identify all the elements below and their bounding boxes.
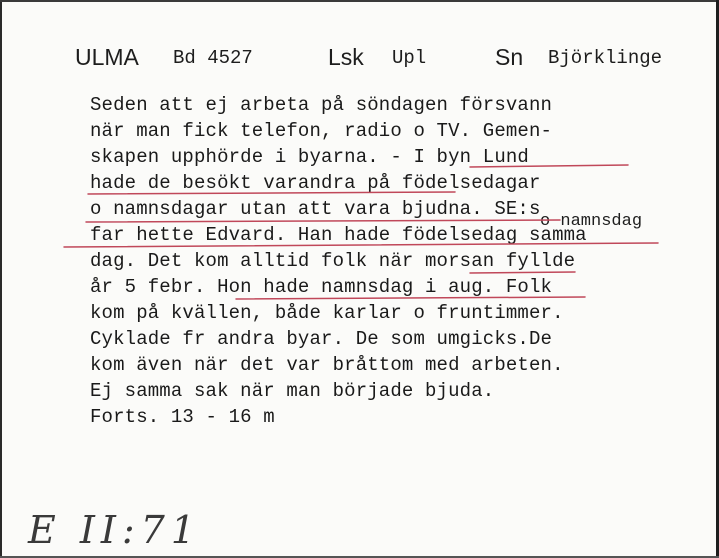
text-line: kom på kvällen, både karlar o fruntimmer. (90, 302, 564, 324)
text-line: Seden att ej arbeta på söndagen försvann (90, 94, 553, 116)
parish-value: Björklinge (548, 47, 663, 69)
text-line: Ej samma sak när man började bjuda. (90, 380, 495, 402)
card-edge-left (0, 0, 2, 558)
text-line: far hette Edvard. Han hade födelsedag samma (90, 224, 587, 246)
inserted-correction: o namnsdag (540, 212, 643, 231)
text-line: dag. Det kom alltid folk när morsan fyllde (90, 250, 576, 272)
text-line: skapen upphörde i byarna. - I byn Lund (90, 146, 529, 168)
card-body (90, 92, 700, 430)
volume-number: Bd 4527 (173, 47, 253, 69)
province-value: Upl (392, 47, 427, 69)
text-line: hade de besökt varandra på födelsedagar (90, 172, 541, 194)
archive-signum: E II:71 (28, 508, 201, 552)
text-line: kom även när det var bråttom med arbeten. (90, 354, 564, 376)
text-line: Forts. 13 - 16 m (90, 406, 275, 428)
text-line: år 5 febr. Hon hade namnsdag i aug. Folk (90, 276, 553, 298)
province-label: Lsk (328, 44, 364, 70)
text-line: när man fick telefon, radio o TV. Gemen- (90, 120, 553, 142)
parish-label: Sn (495, 44, 524, 70)
archive-name: ULMA (75, 44, 139, 70)
text-line: Cyklade fr andra byar. De som umgicks.De (90, 328, 553, 350)
card-header (75, 44, 705, 76)
text-line: o namnsdagar utan att vara bjudna. SE:s (90, 198, 541, 220)
card-edge-top (0, 0, 719, 2)
